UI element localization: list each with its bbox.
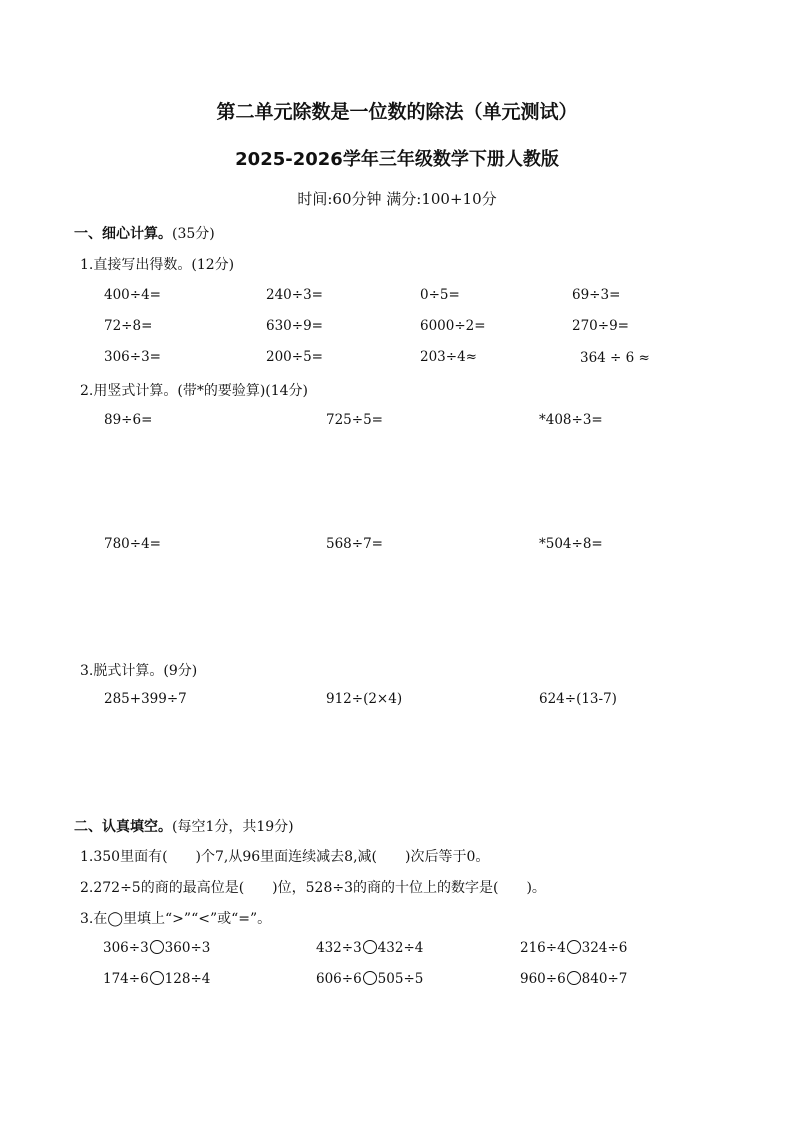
compare-right: 432÷4 bbox=[377, 940, 424, 956]
fill-q2: 2.272÷5的商的最高位是( )位，528÷3的商的十位上的数字是( )。 bbox=[80, 880, 546, 896]
fill-q3: 3.在◯里填上“>”“<”或“=”。 bbox=[80, 911, 272, 927]
compare-item bbox=[316, 971, 423, 987]
compare-left: 216÷4 bbox=[520, 940, 566, 956]
compare-circle[interactable] bbox=[363, 940, 377, 954]
compare-circle[interactable] bbox=[567, 971, 581, 985]
compare-item bbox=[520, 940, 627, 956]
compare-right: 360÷3 bbox=[164, 940, 211, 956]
q1-item: 364 ÷ 6 ≈ bbox=[580, 350, 650, 366]
compare-left: 606÷6 bbox=[316, 971, 362, 987]
section1-heading bbox=[74, 223, 215, 243]
q2-item: 780÷4= bbox=[104, 536, 161, 552]
page-title: 第二单元除数是一位数的除法（单元测试） bbox=[216, 101, 578, 123]
q1-label: 1.直接写出得数。(12分) bbox=[80, 257, 235, 273]
compare-left: 306÷3 bbox=[103, 940, 149, 956]
compare-left: 960÷6 bbox=[520, 971, 566, 987]
compare-right: 128÷4 bbox=[164, 971, 211, 987]
compare-circle[interactable] bbox=[150, 971, 164, 985]
q1-item: 69÷3= bbox=[572, 287, 621, 303]
q1-item: 270÷9= bbox=[572, 318, 629, 334]
page-subtitle: 2025-2026学年三年级数学下册人教版 bbox=[235, 149, 559, 170]
section1-score: (35分) bbox=[172, 226, 215, 242]
q1-item: 240÷3= bbox=[266, 287, 323, 303]
q3-item: 285+399÷7 bbox=[104, 691, 187, 707]
q1-item: 400÷4= bbox=[104, 287, 161, 303]
q2-item: 568÷7= bbox=[326, 536, 383, 552]
fill-q1: 1.350里面有( )个7,从96里面连续减去8,减( )次后等于0。 bbox=[80, 849, 490, 865]
q1-item: 306÷3= bbox=[104, 349, 161, 365]
q1-item: 72÷8= bbox=[104, 318, 153, 334]
compare-right: 840÷7 bbox=[581, 971, 628, 987]
q3-label: 3.脱式计算。(9分) bbox=[80, 663, 198, 679]
compare-left: 432÷3 bbox=[316, 940, 362, 956]
q2-item: 89÷6= bbox=[104, 412, 153, 428]
compare-item bbox=[520, 971, 627, 987]
section1-title: 一、细心计算。 bbox=[74, 226, 172, 242]
q1-item: 6000÷2= bbox=[420, 318, 486, 334]
compare-circle[interactable] bbox=[567, 940, 581, 954]
q1-item: 200÷5= bbox=[266, 349, 323, 365]
q3-item: 624÷(13-7) bbox=[539, 691, 617, 707]
q2-item: *408÷3= bbox=[539, 412, 603, 428]
compare-left: 174÷6 bbox=[103, 971, 149, 987]
compare-circle[interactable] bbox=[363, 971, 377, 985]
compare-right: 324÷6 bbox=[581, 940, 628, 956]
section2-heading bbox=[74, 816, 294, 836]
section2-score: (每空1分，共19分) bbox=[172, 819, 294, 835]
exam-meta: 时间:60分钟 满分:100+10分 bbox=[297, 190, 497, 208]
q1-item: 203÷4≈ bbox=[420, 349, 477, 365]
section2-title: 二、认真填空。 bbox=[74, 819, 172, 835]
compare-circle[interactable] bbox=[150, 940, 164, 954]
q1-item: 0÷5= bbox=[420, 287, 460, 303]
compare-item bbox=[103, 971, 210, 987]
q1-item: 630÷9= bbox=[266, 318, 323, 334]
compare-right: 505÷5 bbox=[377, 971, 424, 987]
q2-label: 2.用竖式计算。(带*的要验算)(14分) bbox=[80, 383, 309, 399]
compare-item bbox=[316, 940, 423, 956]
q3-item: 912÷(2×4) bbox=[326, 691, 403, 707]
q2-item: *504÷8= bbox=[539, 536, 603, 552]
compare-item bbox=[103, 940, 210, 956]
q2-item: 725÷5= bbox=[326, 412, 383, 428]
